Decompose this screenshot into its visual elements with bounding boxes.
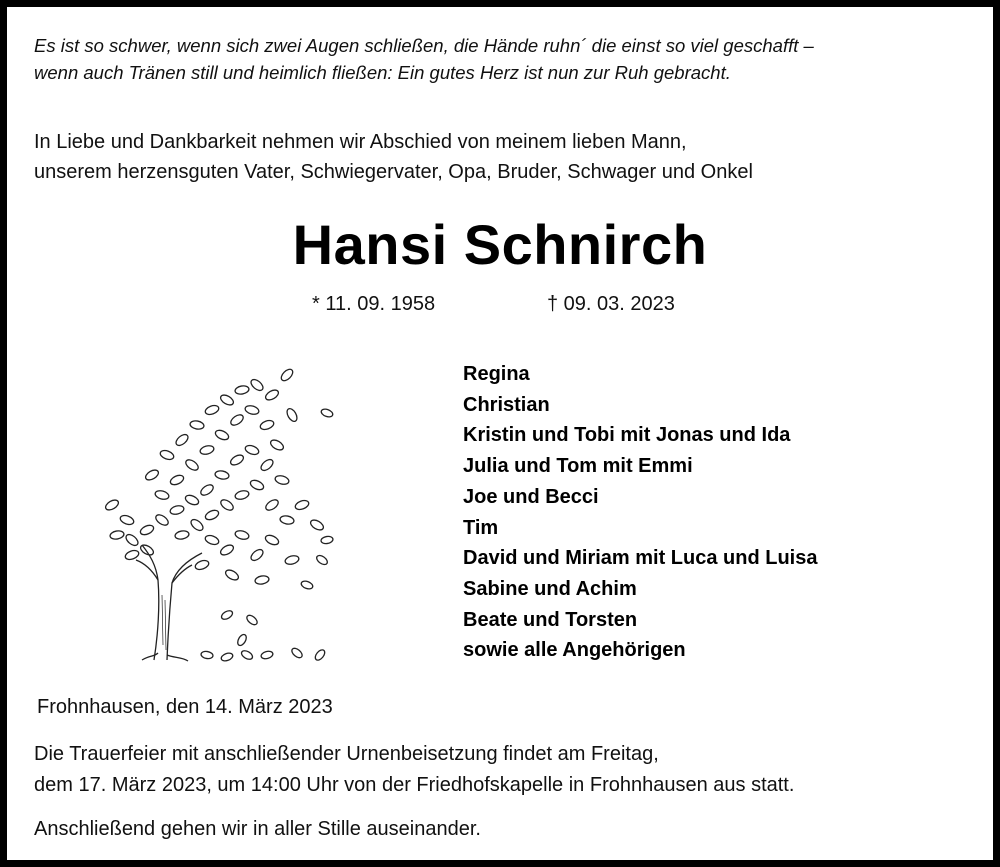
intro-line: unserem herzensguten Vater, Schwiegervater, Opa, Bruder, Schwager und Onkel: [34, 161, 753, 183]
mourner-entry: Christian: [463, 393, 550, 416]
intro-text: [34, 127, 753, 187]
intro-line: In Liebe und Dankbarkeit nehmen wir Abschied von meinem lieben Mann,: [34, 131, 687, 153]
deceased-name: Hansi Schnirch: [292, 213, 708, 276]
mourner-entry: Sabine und Achim: [463, 577, 637, 600]
mourner-entry: sowie alle Angehörigen: [463, 639, 686, 662]
death-date: † 09. 03. 2023: [547, 293, 675, 315]
obituary-notice: [7, 7, 993, 860]
memorial-verse-line: wenn auch Tränen still und heimlich fließen: Ein gutes Herz ist nun zur Ruh gebracht.: [34, 62, 731, 83]
windblown-tree-icon: [92, 355, 352, 665]
mourners-list: [463, 359, 817, 666]
place-and-date: Frohnhausen, den 14. März 2023: [37, 696, 333, 718]
mourner-entry: Beate und Torsten: [463, 608, 638, 631]
mourner-entry: Joe und Becci: [463, 485, 599, 508]
mourner-entry: Tim: [463, 516, 499, 539]
closing-note: Anschließend gehen wir in aller Stille auseinander.: [34, 818, 481, 840]
ceremony-line: Die Trauerfeier mit anschließender Urnenbeisetzung findet am Freitag,: [34, 743, 659, 765]
mourner-entry: Julia und Tom mit Emmi: [463, 455, 693, 478]
mourner-entry: Kristin und Tobi mit Jonas und Ida: [463, 424, 791, 447]
memorial-verse: [34, 32, 814, 86]
ceremony-line: dem 17. März 2023, um 14:00 Uhr von der Friedhofskapelle in Frohnhausen aus statt.: [34, 774, 795, 796]
birth-date: * 11. 09. 1958: [312, 293, 436, 315]
memorial-verse-line: Es ist so schwer, wenn sich zwei Augen schließen, die Hände ruhn´ die einst so viel geschafft –: [34, 35, 814, 56]
mourner-entry: Regina: [463, 363, 530, 385]
mourner-entry: David und Miriam mit Luca und Luisa: [463, 547, 818, 570]
ceremony-info: [34, 739, 794, 801]
